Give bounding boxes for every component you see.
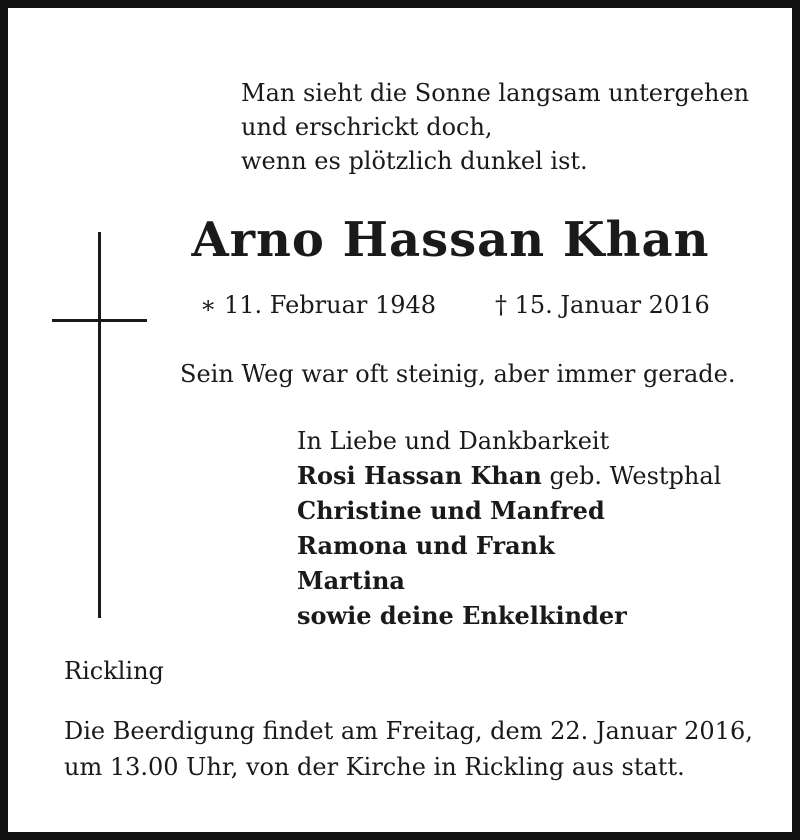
mourner-line: Martina	[297, 566, 405, 595]
cross-icon-crossbar	[52, 319, 147, 322]
motto: Sein Weg war oft steinig, aber immer gerade.	[180, 360, 736, 388]
quote-block	[241, 76, 749, 178]
quote-line: und erschrickt doch,	[241, 113, 493, 141]
death-date: † 15. Januar 2016	[495, 291, 710, 319]
funeral-line: um 13.00 Uhr, von der Kirche in Rickling aus statt.	[64, 753, 685, 781]
mourners-block	[297, 424, 721, 634]
quote-line: Man sieht die Sonne langsam untergehen	[241, 79, 750, 107]
funeral-line: Die Beerdigung findet am Freitag, dem 22. Januar 2016,	[64, 717, 753, 745]
mourner-spouse	[297, 459, 721, 494]
mourner-line: Ramona und Frank	[297, 531, 555, 560]
spouse-maiden-name: geb. Westphal	[541, 462, 722, 490]
mourner-line: Christine und Manfred	[297, 496, 605, 525]
funeral-info	[64, 714, 753, 786]
mourners-intro: In Liebe und Dankbarkeit	[297, 427, 610, 455]
deceased-name: Arno Hassan Khan	[191, 212, 710, 268]
birth-date: ∗ 11. Februar 1948	[200, 291, 437, 319]
mourner-line: sowie deine Enkelkinder	[297, 601, 627, 630]
town: Rickling	[64, 657, 164, 685]
quote-line: wenn es plötzlich dunkel ist.	[241, 147, 588, 175]
spouse-name: Rosi Hassan Khan	[297, 461, 542, 490]
cross-icon	[98, 232, 101, 618]
